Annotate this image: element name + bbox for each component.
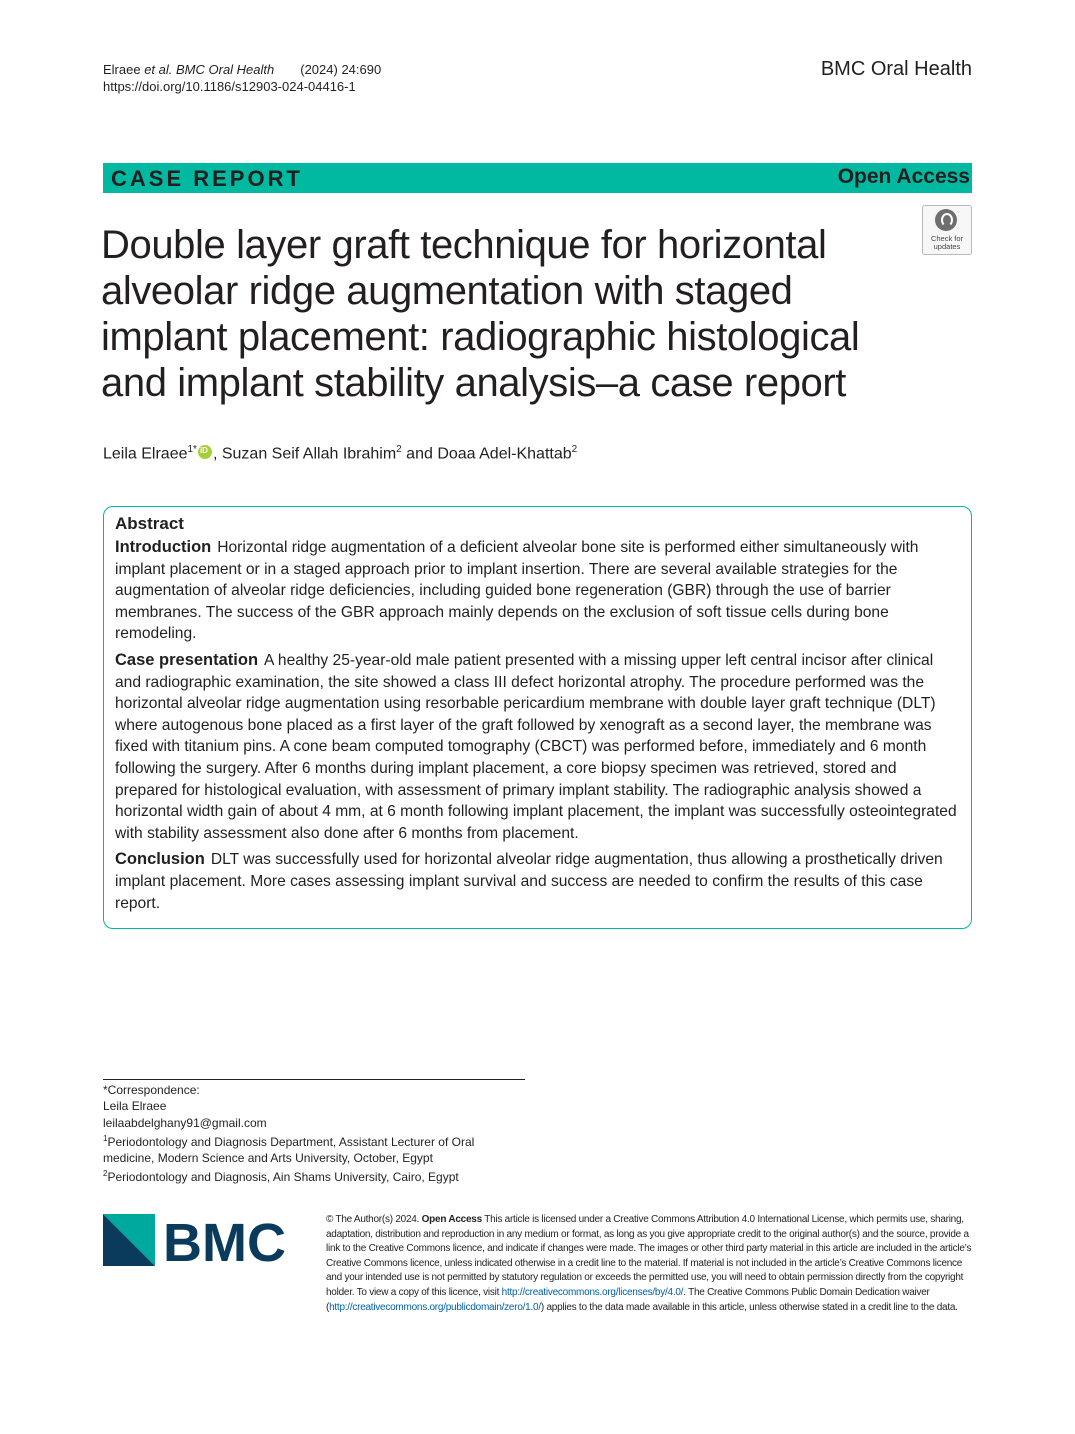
section-heading: Conclusion	[115, 850, 205, 869]
correspondence-block	[103, 1082, 474, 1186]
article-title: Double layer graft technique for horizontal alveolar ridge augmentation with staged implant placement: radiographic histological and implant stability analysis–a case report	[101, 223, 860, 405]
citation-line	[103, 61, 381, 78]
crossmark-icon	[935, 209, 957, 231]
affiliation-2-text: Periodontology and Diagnosis, Ain Shams University, Cairo, Egypt	[107, 1170, 459, 1185]
author-1[interactable]: Leila Elraee	[103, 445, 188, 463]
open-access-label: Open Access	[837, 165, 970, 188]
license-copyright: © The Author(s) 2024.	[326, 1214, 420, 1225]
abstract-conclusion	[115, 849, 960, 914]
correspondence-label: *Correspondence:	[103, 1083, 200, 1097]
author-2[interactable]: , Suzan Seif Allah Ibrahim	[212, 445, 397, 463]
citation-year-volume: (2024) 24:690	[300, 62, 382, 77]
footnote-divider	[103, 1079, 525, 1080]
section-heading: Introduction	[115, 538, 212, 556]
license-text-2: . The Creative Commons Public Domain Dedication waiver (	[326, 1286, 930, 1313]
citation-prefix: Elraee	[103, 62, 145, 77]
affiliation-2	[103, 1166, 474, 1185]
license-link-cc-zero[interactable]: http://creativecommons.org/publicdomain/zero/1.0/	[329, 1301, 541, 1313]
abstract-heading: Abstract	[115, 514, 184, 533]
correspondence-name: Leila Elraee	[103, 1099, 167, 1114]
correspondence-email[interactable]: leilaabdelghany91@gmail.com	[103, 1115, 267, 1130]
crossmark-line2: updates	[933, 242, 961, 251]
journal-name: BMC Oral Health	[820, 58, 972, 80]
license-link-cc-by[interactable]: http://creativecommons.org/licenses/by/4.0/	[501, 1286, 684, 1298]
orcid-icon[interactable]	[198, 445, 212, 459]
author-list	[103, 444, 577, 463]
affiliation-2-sup: 2	[103, 1169, 108, 1179]
author-1-affiliation: 1*	[187, 444, 197, 455]
author-3[interactable]: and Doaa Adel-Khattab	[401, 445, 572, 463]
section-text: DLT was successfully used for horizontal alveolar ridge augmentation, thus allowing a prosthetically driven implant placement. More cases assessing implant survival and success are needed to confirm the results of this case report.	[115, 851, 943, 912]
crossmark-text	[923, 235, 971, 251]
affiliation-1-line2: medicine, Modern Science and Arts University, October, Egypt	[103, 1151, 433, 1166]
license-statement	[326, 1213, 976, 1315]
crossmark-line1: Check for	[930, 234, 964, 243]
bmc-logo	[103, 1214, 299, 1266]
license-open-access: Open Access	[421, 1214, 482, 1225]
citation-journal: et al. BMC Oral Health	[144, 62, 275, 77]
abstract-case-presentation	[115, 650, 960, 844]
article-type-label: CASE REPORT	[111, 166, 303, 191]
section-text: Horizontal ridge augmentation of a deficient alveolar bone site is performed either simultaneously with implant placement or in a staged approach prior to implant insertion. There are several available strategies for the augmentation of alveolar ridge deficiencies, including guided bone regeneration (GBR) through the use of barrier membranes. The success of the GBR approach mainly depends on the exclusion of soft tissue cells during bone remodeling.	[115, 539, 919, 643]
affiliation-1-sup: 1	[103, 1133, 108, 1143]
section-text: A healthy 25-year-old male patient presented with a missing upper left central incisor after clinical and radiographic examination, the site showed a class III defect horizontal atrophy. The procedure performed was the horizontal alveolar ridge augmentation using resorbable pericardium membrane with double layer graft technique (DLT) where autogenous bone placed as a first layer of the graft followed by xenograft as a second layer, the membrane was fixed with titanium pins. A cone beam computed tomography (CBCT) was performed before, immediately and 6 month following the surgery. After 6 months during implant placement, a core biopsy specimen was retrieved, stored and prepared for histological evaluation, with assessment of primary implant stability. The radiographic analysis showed a horizontal width gain of about 4 mm, at 6 month following implant placement, the implant was successfully osteointegrated with stability assessment also done after 6 months from placement.	[115, 651, 957, 842]
affiliation-1	[103, 1131, 474, 1150]
abstract-introduction	[115, 537, 960, 645]
license-text-3: ) applies to the data made available in this article, unless otherwise stated in a credit line to the data.	[540, 1301, 958, 1313]
doi-link[interactable]: https://doi.org/10.1186/s12903-024-04416-1	[103, 79, 356, 94]
abstract-box	[103, 506, 972, 929]
logo-text: BMC	[163, 1214, 286, 1266]
affiliation-1-line1: Periodontology and Diagnosis Department, Assistant Lecturer of Oral	[107, 1134, 475, 1149]
article-type-band	[103, 163, 972, 193]
section-heading: Case presentation	[115, 650, 259, 669]
citation-header	[103, 61, 381, 95]
check-for-updates-badge[interactable]	[922, 205, 972, 255]
author-3-affiliation: 2	[571, 444, 578, 455]
author-2-affiliation: 2	[396, 444, 402, 455]
license-text-1: This article is licensed under a Creative Commons Attribution 4.0 International License, which permits use, sharing, adaptation, distribution and reproduction in any medium or format, as long as you give appropriate credit to the original author(s) and the source, provide a link to the Creative Commons licence, and indicate if changes were made. The images or other third party material in this article are included in the article’s Creative Commons licence, unless indicated otherwise in a credit line to the material. If material is not included in the article’s Creative Commons licence and your intended use is not permitted by statutory regulation or exceeds the permitted use, you will need to obtain permission directly from the copyright holder. To view a copy of this licence, visit	[326, 1214, 972, 1298]
